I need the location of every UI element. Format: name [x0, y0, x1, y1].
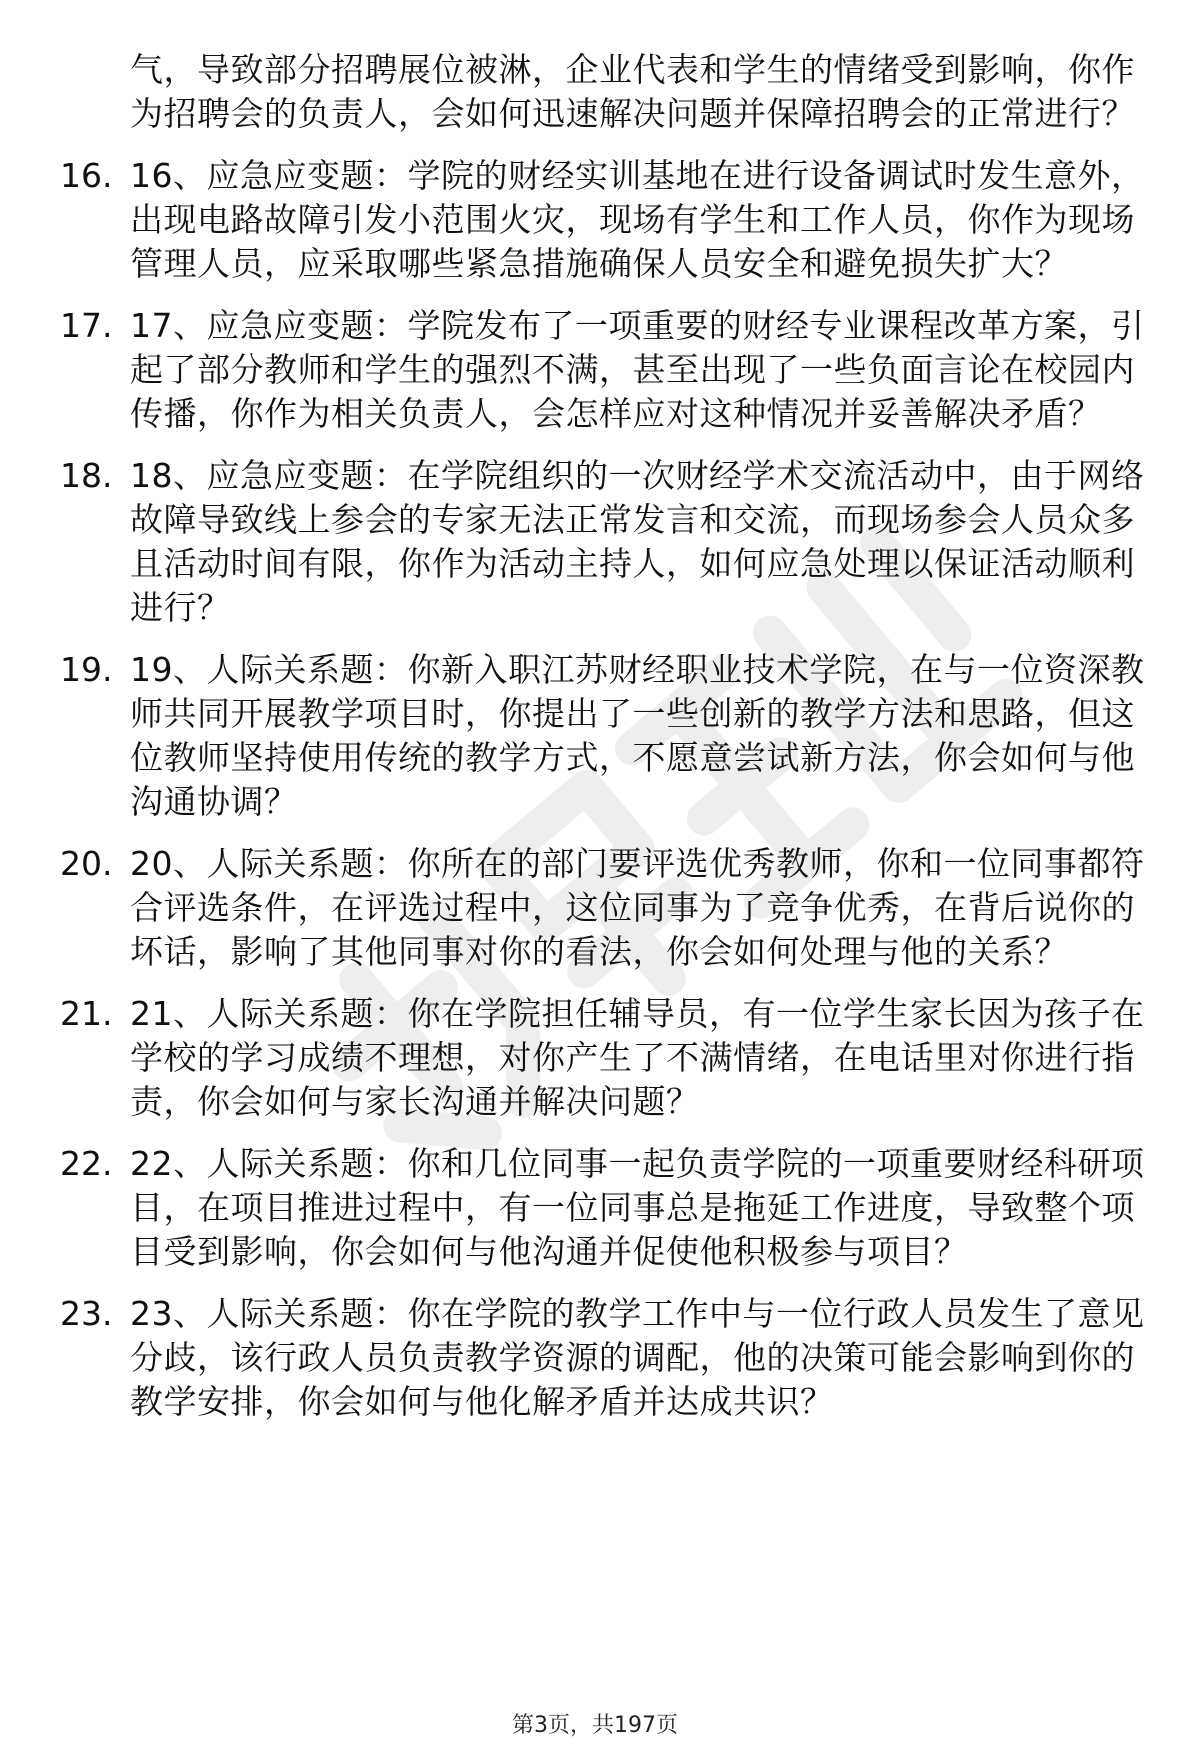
list-item [60, 1142, 1150, 1274]
list-item [60, 842, 1150, 974]
continued-question-text: 气，导致部分招聘展位被淋，企业代表和学生的情绪受到影响，你作为招聘会的负责人，会如何迅速解决问题并保障招聘会的正常进行？ [130, 50, 1135, 133]
page-number-footer: 第3页，共197页 [512, 1713, 678, 1738]
list-item-text: 19、人际关系题：你新入职江苏财经职业技术学院，在与一位资深教师共同开展教学项目时，你提出了一些创新的教学方法和思路，但这位教师坚持使用传统的教学方式，不愿意尝试新方法，你会如何与他沟通协调？ [130, 650, 1145, 821]
list-item-text: 21、人际关系题：你在学院担任辅导员，有一位学生家长因为孩子在学校的学习成绩不理想，对你产生了不满情绪，在电话里对你进行指责，你会如何与家长沟通并解决问题？ [130, 994, 1145, 1121]
list-item-number: 17. [60, 306, 113, 345]
list-item [60, 992, 1150, 1124]
list-item-text: 22、人际关系题：你和几位同事一起负责学院的一项重要财经科研项目，在项目推进过程中，有一位同事总是拖延工作进度，导致整个项目受到影响，你会如何与他沟通并促使他积极参与项目？ [130, 1144, 1145, 1271]
list-item [60, 648, 1150, 824]
list-item [60, 454, 1150, 630]
list-item-text: 17、应急应变题：学院发布了一项重要的财经专业课程改革方案，引起了部分教师和学生的强烈不满，甚至出现了一些负面言论在校园内传播，你作为相关负责人，会怎样应对这种情况并妥善解决矛盾？ [130, 306, 1145, 433]
list-item-text: 16、应急应变题：学院的财经实训基地在进行设备调试时发生意外，出现电路故障引发小范围火灾，现场有学生和工作人员，你作为现场管理人员，应采取哪些紧急措施确保人员安全和避免损失扩大？ [130, 156, 1145, 283]
list-item-number: 20. [60, 844, 113, 883]
list-item [60, 154, 1150, 286]
list-item-number: 18. [60, 456, 113, 495]
question-list-content [60, 48, 1150, 1424]
list-item-text: 23、人际关系题：你在学院的教学工作中与一位行政人员发生了意见分歧，该行政人员负责教学资源的调配，他的决策可能会影响到你的教学安排，你会如何与他化解矛盾并达成共识？ [130, 1294, 1145, 1421]
list-item-number: 16. [60, 156, 113, 195]
list-item [60, 1292, 1150, 1424]
list-item-text: 18、应急应变题：在学院组织的一次财经学术交流活动中，由于网络故障导致线上参会的专家无法正常发言和交流，而现场参会人员众多且活动时间有限，你作为活动主持人，如何应急处理以保证活动顺利进行？ [130, 456, 1145, 627]
list-item-number: 21. [60, 994, 113, 1033]
list-item [60, 304, 1150, 436]
list-item-text: 20、人际关系题：你所在的部门要评选优秀教师，你和一位同事都符合评选条件，在评选过程中，这位同事为了竞争优秀，在背后说你的坏话，影响了其他同事对你的看法，你会如何处理与他的关系？ [130, 844, 1145, 971]
list-item-number: 23. [60, 1294, 113, 1333]
question-list [60, 154, 1150, 1424]
list-item-number: 22. [60, 1144, 113, 1183]
list-item-number: 19. [60, 650, 113, 689]
